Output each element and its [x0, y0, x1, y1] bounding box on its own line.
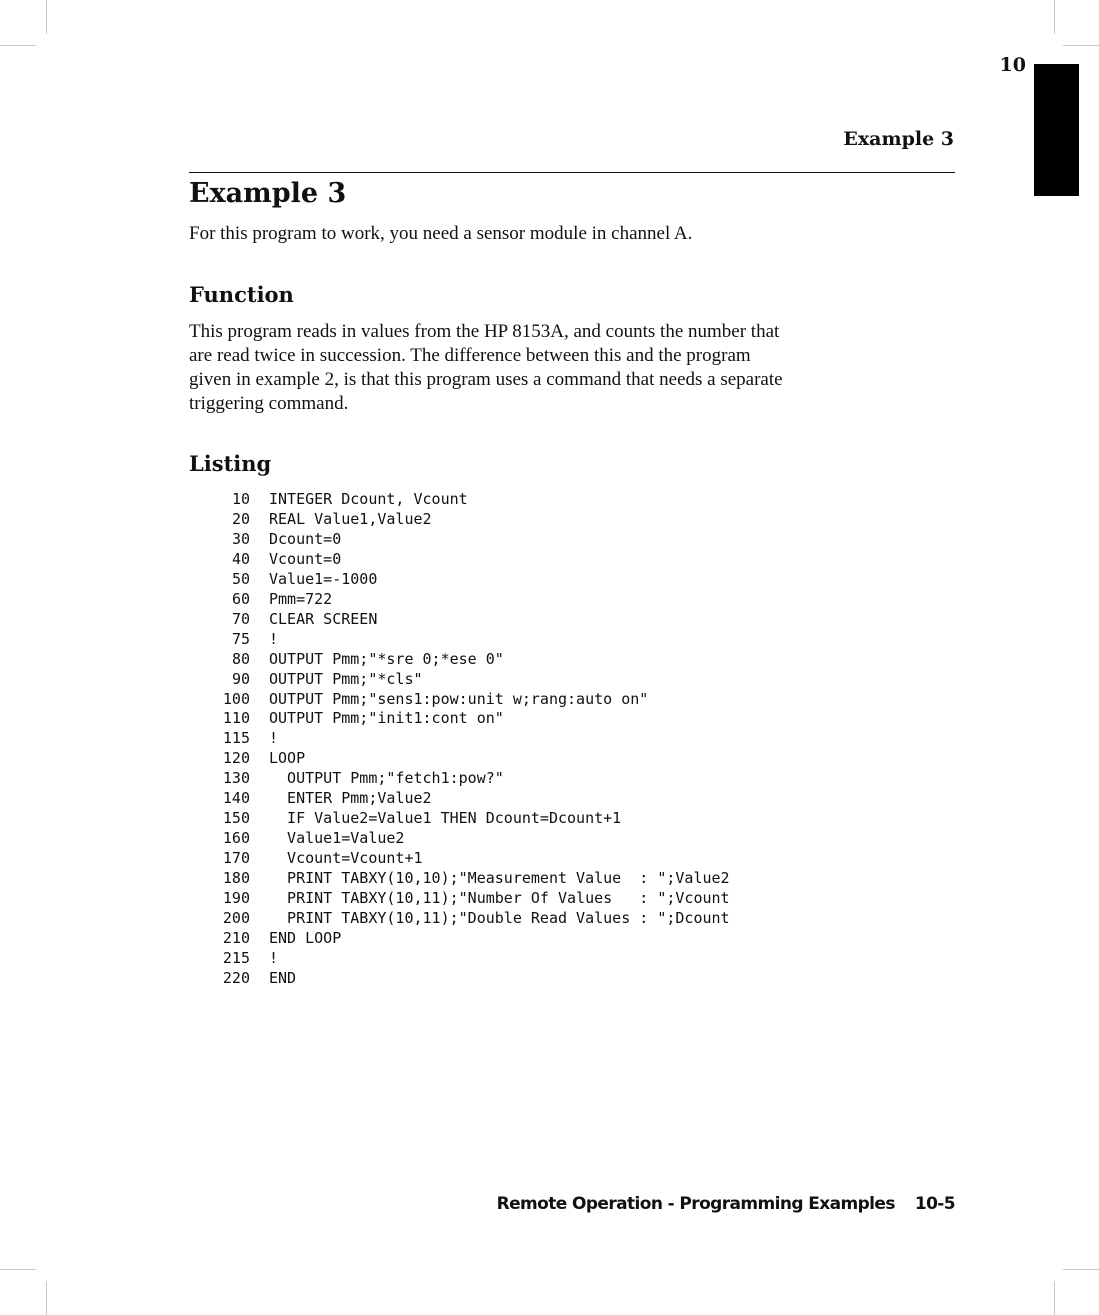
code-line	[210, 650, 730, 670]
function-line: triggering command.	[189, 393, 349, 414]
code-text: Pmm=722	[269, 589, 333, 608]
line-number: 220	[222, 968, 250, 987]
code-line	[210, 849, 730, 869]
code-line	[210, 869, 730, 889]
code-text: ENTER Pmm;Value2	[269, 789, 432, 808]
code-line	[210, 510, 730, 530]
crop-mark-bottom-left-horizontal	[0, 1269, 36, 1270]
code-text: OUTPUT Pmm;"init1:cont on"	[269, 709, 504, 728]
code-text: OUTPUT Pmm;"fetch1:pow?"	[269, 769, 504, 788]
code-line	[210, 530, 730, 550]
code-line	[210, 709, 730, 729]
line-number: 50	[231, 569, 250, 588]
code-text: PRINT TABXY(10,11);"Number Of Values : ";Vcount	[269, 889, 730, 908]
code-text: END LOOP	[269, 928, 342, 947]
chapter-thumb-tab	[1034, 64, 1079, 196]
footer-page-number: 10-5	[914, 1194, 955, 1214]
code-text: INTEGER Dcount, Vcount	[269, 490, 468, 508]
code-line	[210, 729, 730, 749]
code-line	[210, 490, 730, 510]
page-footer	[497, 1194, 955, 1214]
code-text: Value1=Value2	[269, 829, 405, 848]
crop-mark-top-right-horizontal	[1063, 45, 1099, 46]
code-line	[210, 969, 730, 989]
chapter-number: 10	[999, 54, 1026, 76]
code-line	[210, 809, 730, 829]
footer-section-title: Remote Operation - Programming Examples	[496, 1194, 895, 1214]
function-line: This program reads in values from the HP 8153A, and counts the number that	[189, 321, 780, 342]
line-number: 75	[231, 629, 250, 648]
line-number: 10	[231, 490, 250, 508]
crop-mark-top-left-vertical	[46, 0, 47, 34]
code-text: Dcount=0	[269, 529, 342, 548]
code-text: !	[269, 948, 279, 967]
intro-paragraph: For this program to work, you need a sensor module in channel A.	[189, 223, 693, 244]
line-number: 130	[222, 769, 250, 788]
code-line	[210, 769, 730, 789]
line-number: 70	[231, 609, 250, 628]
code-text: END	[269, 968, 297, 987]
line-number: 60	[231, 589, 250, 608]
code-line	[210, 590, 730, 610]
listing-heading: Listing	[189, 451, 272, 476]
line-number: 80	[231, 649, 250, 668]
code-line	[210, 789, 730, 809]
code-line	[210, 630, 730, 650]
function-paragraph	[189, 320, 955, 416]
line-number: 90	[231, 669, 250, 688]
code-line	[210, 570, 730, 590]
code-text: Value1=-1000	[269, 569, 378, 588]
code-line	[210, 909, 730, 929]
line-number: 170	[222, 849, 250, 868]
crop-mark-bottom-right-horizontal	[1063, 1269, 1099, 1270]
code-line	[210, 610, 730, 630]
code-text: PRINT TABXY(10,11);"Double Read Values : ";Dcount	[269, 909, 730, 928]
crop-mark-bottom-left-vertical	[46, 1281, 47, 1315]
line-number: 210	[222, 928, 250, 947]
code-text: PRINT TABXY(10,10);"Measurement Value : ";Value2	[269, 869, 730, 888]
code-line	[210, 749, 730, 769]
line-number: 100	[222, 689, 250, 708]
code-line	[210, 949, 730, 969]
code-text: OUTPUT Pmm;"*cls"	[269, 669, 423, 688]
code-text: Vcount=Vcount+1	[269, 849, 423, 868]
code-line	[210, 929, 730, 949]
line-number: 115	[222, 729, 250, 748]
header-rule	[189, 172, 955, 173]
code-listing	[210, 490, 730, 989]
section-title: Example 3	[189, 178, 347, 209]
line-number: 180	[222, 869, 250, 888]
line-number: 110	[222, 709, 250, 728]
code-line	[210, 690, 730, 710]
code-text: !	[269, 729, 279, 748]
line-number: 140	[222, 789, 250, 808]
line-number: 30	[231, 529, 250, 548]
code-text: !	[269, 629, 279, 648]
line-number: 150	[222, 809, 250, 828]
code-text: REAL Value1,Value2	[269, 509, 432, 528]
line-number: 215	[222, 948, 250, 967]
code-text: Vcount=0	[269, 549, 342, 568]
line-number: 190	[222, 889, 250, 908]
code-line	[210, 670, 730, 690]
function-line: given in example 2, is that this program uses a command that needs a separate	[189, 369, 783, 390]
crop-mark-top-right-vertical	[1054, 0, 1055, 34]
function-line: are read twice in succession. The difference between this and the program	[189, 345, 751, 366]
code-text: LOOP	[269, 749, 306, 768]
line-number: 40	[231, 549, 250, 568]
line-number: 160	[222, 829, 250, 848]
code-line	[210, 889, 730, 909]
function-heading: Function	[189, 282, 294, 307]
code-text: OUTPUT Pmm;"*sre 0;*ese 0"	[269, 649, 504, 668]
code-text: OUTPUT Pmm;"sens1:pow:unit w;rang:auto on"	[269, 689, 649, 708]
crop-mark-top-left-horizontal	[0, 45, 36, 46]
code-line	[210, 829, 730, 849]
code-text: CLEAR SCREEN	[269, 609, 378, 628]
line-number: 120	[222, 749, 250, 768]
running-header-title: Example 3	[843, 128, 954, 150]
line-number: 20	[231, 509, 250, 528]
code-line	[210, 550, 730, 570]
line-number: 200	[222, 909, 250, 928]
code-text: IF Value2=Value1 THEN Dcount=Dcount+1	[269, 809, 622, 828]
crop-mark-bottom-right-vertical	[1054, 1281, 1055, 1315]
